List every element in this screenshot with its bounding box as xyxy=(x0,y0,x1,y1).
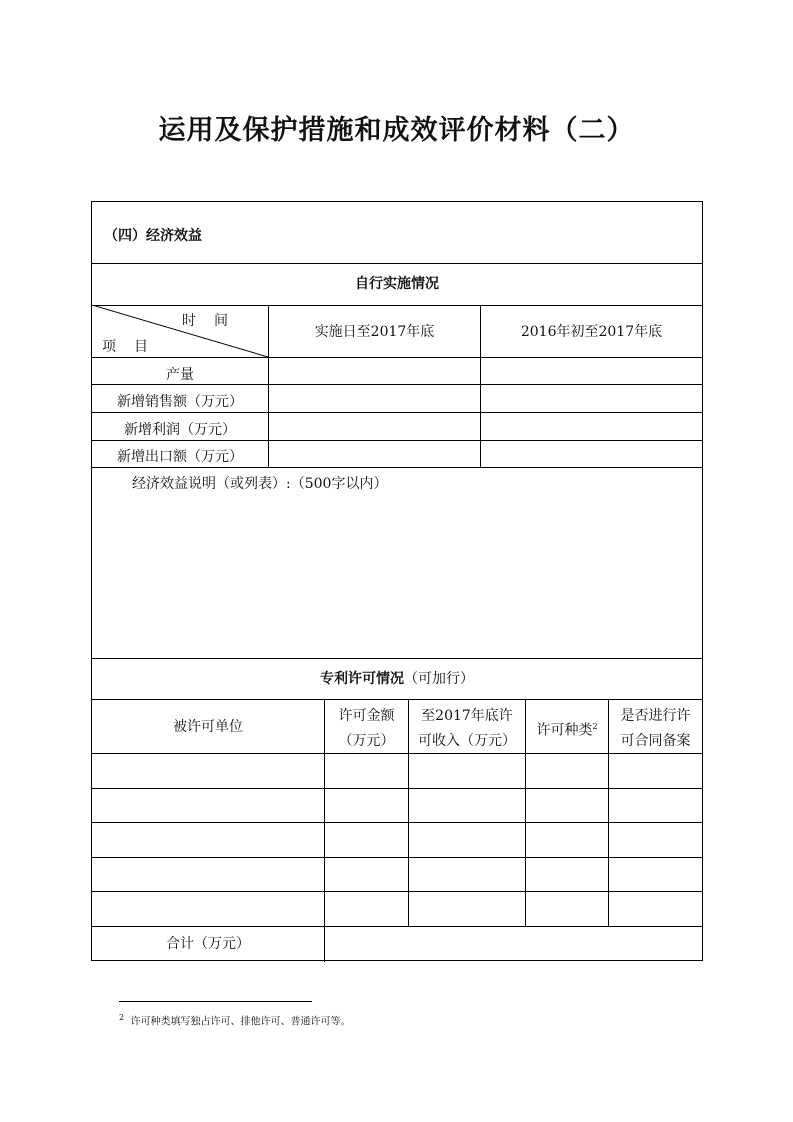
footnote-text: 许可种类填写独占许可、排他许可、普通许可等。 xyxy=(130,1016,351,1028)
col-header-income-l1: 至2017年底许 xyxy=(421,708,513,724)
footnote-ref: 2 xyxy=(592,722,598,731)
rule-after-patent-row-1 xyxy=(92,788,702,789)
col-header-filing-l1: 是否进行许 xyxy=(620,708,691,724)
total-label: 合计（万元） xyxy=(166,936,250,952)
evaluation-table xyxy=(91,201,703,961)
col-header-filing-l2: 可合同备案 xyxy=(620,733,691,749)
section-heading: （四）经济效益 xyxy=(104,228,202,244)
col-header-income-l2: 可收入（万元） xyxy=(418,733,516,749)
col-header-since-impl: 实施日至2017年底 xyxy=(314,324,435,340)
rule-after-patent-heading xyxy=(92,699,702,700)
patent-heading-text: 专利许可情况 xyxy=(320,671,404,687)
rule-after-patent-row-4 xyxy=(92,891,702,892)
rule-after-row-3 xyxy=(92,440,702,441)
row-label-output: 产量 xyxy=(166,367,194,383)
footnote-mark: 2 xyxy=(119,1013,125,1022)
rule-after-row-4 xyxy=(92,467,702,468)
col-header-license-type-text: 许可种类 xyxy=(536,722,593,739)
rule-after-patent-row-3 xyxy=(92,857,702,858)
col-header-amount-l2: （万元） xyxy=(338,733,395,749)
rule-after-patent-row-2 xyxy=(92,822,702,823)
rule-after-section-heading xyxy=(92,263,702,264)
patent-heading xyxy=(92,670,702,688)
row-label-new-profit: 新增利润（万元） xyxy=(124,422,236,438)
row-label-new-sales: 新增销售额（万元） xyxy=(117,394,243,410)
page-title: 运用及保护措施和成效评价材料（二） xyxy=(158,115,635,146)
rule-after-row-2 xyxy=(92,412,702,413)
diagonal-top-label: 时 间 xyxy=(182,313,230,329)
economic-benefit-note-label: 经济效益说明（或列表）:（500字以内） xyxy=(132,476,388,492)
col-header-licensee: 被许可单位 xyxy=(173,719,243,735)
col-header-amount-l1: 许可金额 xyxy=(338,708,395,724)
diagonal-bottom-label: 项 目 xyxy=(102,339,150,355)
patent-heading-suffix: （可加行） xyxy=(404,671,474,687)
col-header-license-type xyxy=(526,718,608,740)
footnote-rule xyxy=(119,1001,312,1002)
rule-after-patent-row-5 xyxy=(92,926,702,927)
col-header-2016-2017: 2016年初至2017年底 xyxy=(520,324,663,340)
rule-after-note xyxy=(92,658,702,659)
self-impl-heading: 自行实施情况 xyxy=(355,276,439,292)
rule-after-row-1 xyxy=(92,384,702,385)
row-label-new-export: 新增出口额（万元） xyxy=(117,449,243,465)
footnote xyxy=(119,1011,350,1029)
rule-after-patent-header xyxy=(92,753,702,754)
